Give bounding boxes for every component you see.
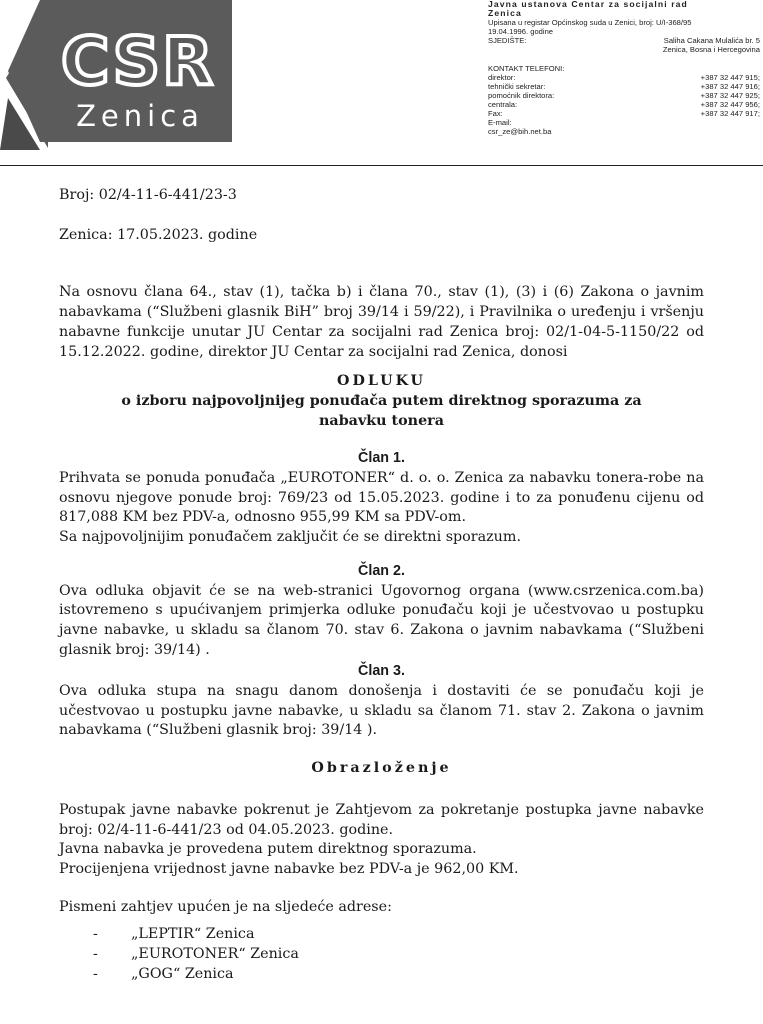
- article-2-heading: Član 2.: [358, 562, 405, 579]
- reasoning-text-2: Javna nabavka je provedena putem direktnog sporazuma.: [59, 841, 477, 858]
- contact-row: tehnički sekretar: +387 32 447 916;: [488, 81, 760, 91]
- registry-text: Upisana u registar Općinskog suda u Zenici, broj: U/I-368/95: [488, 18, 692, 28]
- registry-date: 19.04.1996. godine: [488, 27, 554, 37]
- svg-text:CSR: CSR: [60, 23, 216, 100]
- email-address: csr_ze@bih.net.ba: [488, 127, 552, 137]
- header-divider: [0, 165, 763, 166]
- recipients-list: [93, 925, 704, 984]
- list-item: - „EUROTONER“ Zenica: [93, 946, 299, 963]
- contact-row: centrala: +387 32 447 956;: [488, 99, 760, 109]
- contacts-label: KONTAKT TELEFONI:: [488, 63, 565, 73]
- article-1-text: Prihvata se ponuda ponuđača „EUROTONER“ d. o. o. Zenica za nabavku tonera-robe na osnovu njegove ponude broj: 769/23 od 15.05.2023. godine i to za ponuđenu cijenu od 817,088 KM bez PDV-a, odnosno 955,99 KM sa PDV-om.: [59, 470, 704, 526]
- seat-row: SJEDIŠTE: Saliha Cakana Mulalića br. 5: [488, 36, 760, 46]
- contact-row: pomoćnik direktora: +387 32 447 925;: [488, 90, 760, 100]
- document-date: Zenica: 17.05.2023. godine: [59, 226, 258, 243]
- institution-name: Javna ustanova Centar za socijalni rad: [488, 0, 688, 9]
- preamble: Na osnovu člana 64., stav (1), tačka b) i člana 70., stav (1), (3) i (6) Zakona o javnim nabavkama (“Službeni glasnik BiH” broj 39/14 i 59/22), i Pravilnika o uređenju i vršenju nabavne funkcije unutar JU Centar za socijalni rad Zenica broj: 02/1-04-5-1150/22 od 15.12.2022. godine, direktor JU Centar za socijalni rad Zenica, donosi: [59, 284, 704, 360]
- institution-info: [488, 0, 763, 136]
- decision-subtitle: o izboru najpovoljnijeg ponuđača putem direktnog sporazuma za nabavku tonera: [121, 392, 642, 429]
- reasoning-title: Obrazloženje: [311, 760, 452, 777]
- csr-zenica-logo: [0, 0, 250, 150]
- article-1-heading: Član 1.: [358, 450, 405, 467]
- article-1-text-2: Sa najpovoljnijim ponuđačem zaključit će se direktni sporazum.: [59, 529, 521, 546]
- decision-title: ODLUKU: [337, 373, 426, 390]
- article-3-heading: Član 3.: [358, 663, 405, 680]
- list-item: - „LEPTIR“ Zenica: [93, 926, 255, 943]
- list-item: - „GOG“ Zenica: [93, 965, 234, 982]
- reasoning-text-1: Postupak javne nabavke pokrenut je Zahtjevom za pokretanje postupka javne nabavke broj: 02/4-11-6-441/23 od 04.05.2023. godine.: [59, 801, 704, 838]
- svg-text:Zenica: Zenica: [76, 99, 204, 133]
- institution-city: Zenica: [488, 8, 522, 19]
- document-number: Broj: 02/4-11-6-441/23-3: [59, 187, 237, 203]
- article-2-text: Ova odluka objavit će se na web-stranici Ugovornog organa (www.csrzenica.com.ba) istovremeno s upućivanjem primjerka odluke ponuđaču koji je učestvovao u postupku javne nabavke, u skladu sa članom 70. stav 6. Zakona o javnim nabavkama (“Službeni glasnik broj: 39/14) .: [59, 582, 704, 658]
- seat-city-row: Zenica, Bosna i Hercegovina: [662, 45, 760, 55]
- requests-intro: Pismeni zahtjev upućen je na sljedeće adrese:: [59, 898, 392, 915]
- document-body: [59, 186, 704, 985]
- letterhead: [0, 0, 763, 165]
- reasoning-text-3: Procijenjena vrijednost javne nabavke bez PDV-a je 962,00 KM.: [59, 860, 519, 877]
- article-3-text: Ova odluka stupa na snagu danom donošenja i dostaviti će se ponuđaču koji je učestvovao u postupku javne nabavke, u skladu sa članom 71. stav 2. Zakona o javnim nabavkama (“Službeni glasnik broj: 39/14 ).: [59, 683, 704, 739]
- contact-row: Fax: +387 32 447 917;: [488, 109, 760, 119]
- email-label: E-mail:: [488, 118, 512, 128]
- contact-row: direktor: +387 32 447 915;: [488, 72, 760, 82]
